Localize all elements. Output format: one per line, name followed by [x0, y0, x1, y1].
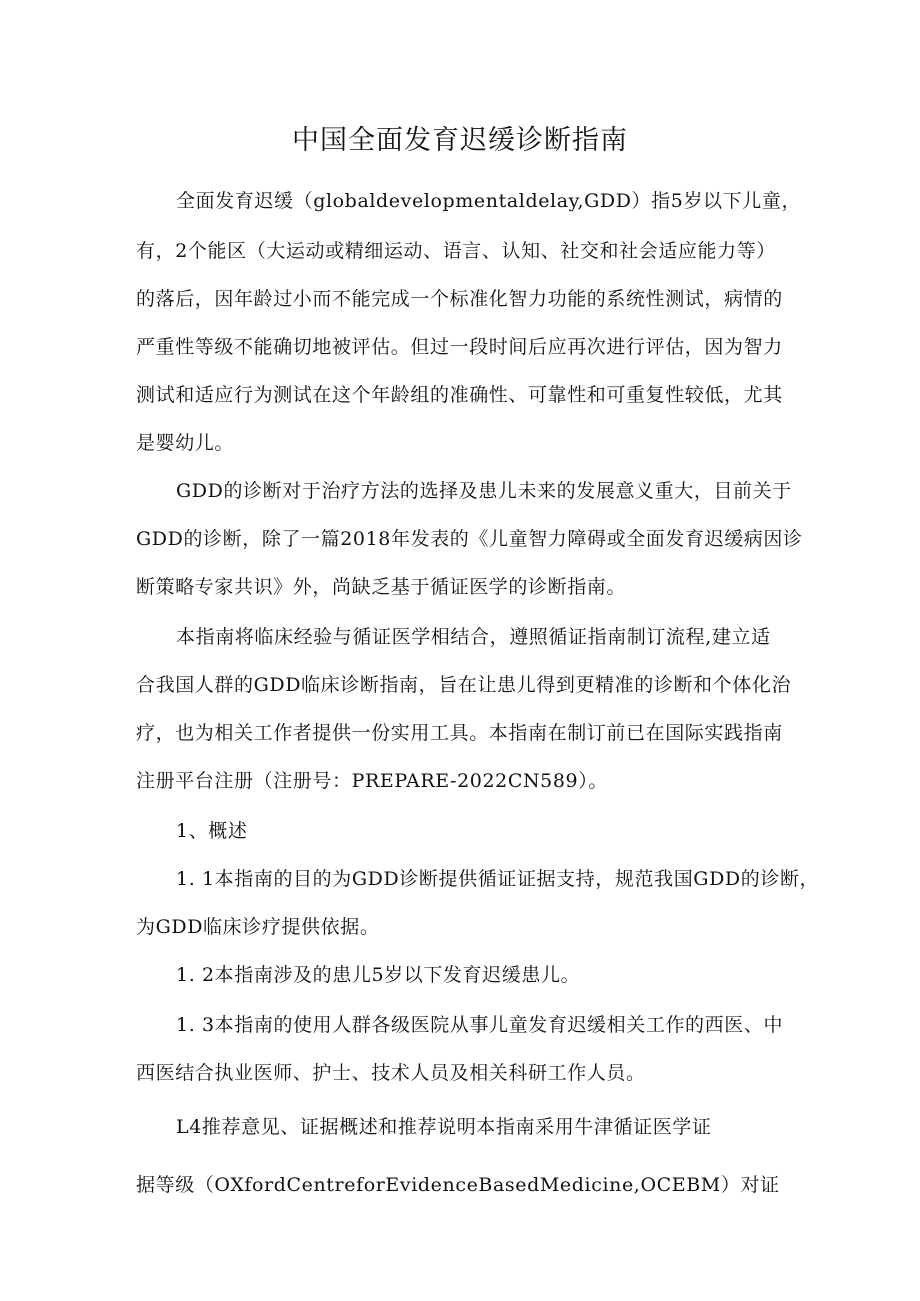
text-line: 是婴幼儿。: [136, 432, 235, 454]
document-title: 中国全面发育迟缓诊断指南: [292, 125, 628, 156]
text-line: GDD的诊断，除了一篇2018年发表的《儿童智力障碍或全面发育迟缓病因诊: [136, 528, 803, 550]
text-line: 的落后，因年龄过小而不能完成一个标准化智力功能的系统性测试，病情的: [136, 288, 783, 310]
text-line: 1. 1本指南的目的为GDD诊断提供循证证据支持，规范我国GDD的诊断，: [176, 868, 820, 890]
text-line: 疗，也为相关工作者提供一份实用工具。本指南在制订前已在国际实践指南: [136, 722, 783, 744]
text-line: 合我国人群的GDD临床诊断指南，旨在让患儿得到更精准的诊断和个体化治: [136, 674, 792, 696]
text-line: 为GDD临床诊疗提供依据。: [136, 916, 380, 938]
section-heading: 1、概述: [176, 820, 248, 842]
text-line: 断策略专家共识》外，尚缺乏基于循证医学的诊断指南。: [136, 576, 627, 598]
text-line: 有，2个能区（大运动或精细运动、语言、认知、社交和社会适应能力等）: [136, 240, 776, 262]
text-line: 严重性等级不能确切地被评估。但过一段时间后应再次进行评估，因为智力: [136, 336, 783, 358]
text-line: 注册平台注册（注册号：PREPARE-2022CN589）。: [136, 770, 608, 792]
text-line: L4推荐意见、证据概述和推荐说明本指南采用牛津循证医学证: [176, 1116, 712, 1138]
text-line: 西医结合执业医师、护士、技术人员及相关科研工作人员。: [136, 1062, 646, 1084]
text-line: 全面发育迟缓（globaldevelopmentaldelay,GDD）指5岁以下儿童，: [176, 190, 802, 212]
text-line: 本指南将临床经验与循证医学相结合，遵照循证指南制订流程,建立适: [176, 626, 771, 648]
text-line: GDD的诊断对于治疗方法的选择及患儿未来的发展意义重大，目前关于: [176, 480, 792, 502]
text-line: 1. 2本指南涉及的患儿5岁以下发育迟缓患儿。: [176, 964, 581, 986]
text-line: 测试和适应行为测试在这个年龄组的准确性、可靠性和可重复性较低，尤其: [136, 384, 783, 406]
text-line: 1. 3本指南的使用人群各级医院从事儿童发育迟缓相关工作的西医、中: [176, 1014, 784, 1036]
text-line: 据等级（OXfordCentreforEvidenceBasedMedicine,OCEBM）对证: [136, 1174, 780, 1196]
